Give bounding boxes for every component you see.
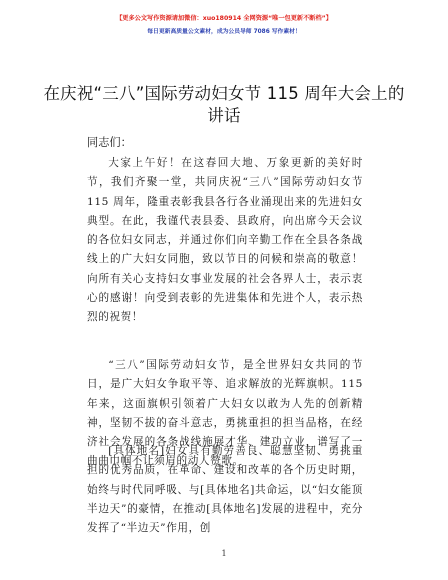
promo-banner-line-1: 【更多公文写作资源请加微信：xuo180914 全网资源“唯一包更新不断档”】 bbox=[116, 15, 332, 22]
paragraph-1: 大家上午好！在这春回大地、万象更新的美好时节，我们齐聚一堂，共同庆祝“三八”国际劳动妇女节 115 周年，隆重表彰我县各行各业涌现出来的先进妇女典型。在此，我谨代表县委、县政府，向出席今天会议的各位妇女同志，并通过你们向辛勤工作在全县各条战线上的广大妇女同胞，致以节日的问候和崇高的敬意！向所有关心支持妇女事业发展的社会各界人士，表示衷心的感谢！向受到表彰的先进集体和先进个人，表示热烈的祝贺！ bbox=[87, 157, 363, 324]
paragraph-2: “三八”国际劳动妇女节，是全世界妇女共同的节日，是广大妇女争取平等、追求解放的光辉旗帜。115 年来，这面旗帜引领着广大妇女以敢为人先的创新精神，坚韧不拔的奋斗意志，勇挑重担的担当品格，在经济社会发展的各条战线施展才华、建功立业，谱写了一曲曲巾帼不让须眉的动人赞歌。 bbox=[87, 359, 363, 468]
document-title: 在庆祝“三八”国际劳动妇女节 115 周年大会上的讲话 bbox=[43, 84, 405, 125]
promo-banner-line-2: 每日更新高质量公文素材，成为公员导师 7086 写作素材！ bbox=[147, 29, 301, 35]
greeting: 同志们： bbox=[87, 136, 132, 149]
page-number: 1 bbox=[221, 549, 227, 558]
paragraph-3: [具体地名]妇女具有勤劳善良、聪慧坚韧、勇挑重担的优秀品质，在革命、建设和改革的各个历史时期，始终与时代同呼吸、与[具体地名]共命运，以“妇女能顶半边天”的豪情，在推动[具体地名]发展的进程中，充分发挥了“半边天”作用，创 bbox=[87, 445, 363, 535]
